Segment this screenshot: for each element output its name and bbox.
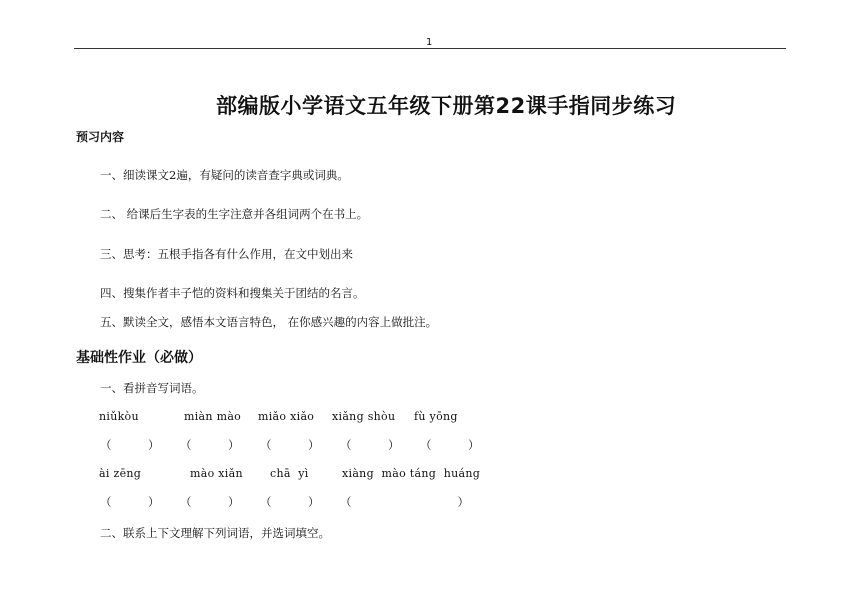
answer-blank[interactable]: （ ） xyxy=(420,438,480,452)
pinyin-word: ài zēng xyxy=(99,467,142,480)
answer-blank[interactable]: （ ） xyxy=(260,495,320,509)
document-title: 部编版小学语文五年级下册第22课手指同步练习 xyxy=(216,94,677,118)
pinyin-word: chā yì xyxy=(270,467,309,480)
answer-blank[interactable]: （ ） xyxy=(340,438,400,452)
answer-blank[interactable]: （ ） xyxy=(100,495,160,509)
answer-blank[interactable]: （ ） xyxy=(180,438,240,452)
page-number: 1 xyxy=(426,37,433,48)
pinyin-word: niǔkòu xyxy=(99,410,139,423)
preview-item: 一、细读课文2遍，有疑问的读音查字典或词典。 xyxy=(100,168,349,182)
preview-item: 二、 给课后生字表的生字注意并各组词两个在书上。 xyxy=(100,207,369,221)
pinyin-word: xiàng mào táng huáng xyxy=(342,467,481,480)
preview-item: 三、思考：五根手指各有什么作用，在文中划出来 xyxy=(100,247,353,261)
answer-blank[interactable]: （ ） xyxy=(340,495,470,509)
pinyin-word: fù yōng xyxy=(414,410,458,423)
answer-blank[interactable]: （ ） xyxy=(180,495,240,509)
preview-heading: 预习内容 xyxy=(76,130,125,144)
pinyin-word: mào xiǎn xyxy=(190,467,243,480)
basic-homework-heading: 基础性作业（必做） xyxy=(76,350,202,366)
header-rule xyxy=(74,48,786,49)
pinyin-word: miàn mào xyxy=(184,410,242,423)
pinyin-word: xiǎng shòu xyxy=(332,410,396,423)
preview-item: 四、搜集作者丰子恺的资料和搜集关于团结的名言。 xyxy=(100,286,365,300)
pinyin-word: miǎo xiǎo xyxy=(258,410,315,423)
answer-blank[interactable]: （ ） xyxy=(100,438,160,452)
question-1-label: 一、看拼音写词语。 xyxy=(100,381,204,395)
preview-item: 五、默读全文，感悟本文语言特色， 在你感兴趣的内容上做批注。 xyxy=(100,315,438,329)
question-2-label: 二、联系上下文理解下列词语，并选词填空。 xyxy=(100,526,330,540)
answer-blank[interactable]: （ ） xyxy=(260,438,320,452)
